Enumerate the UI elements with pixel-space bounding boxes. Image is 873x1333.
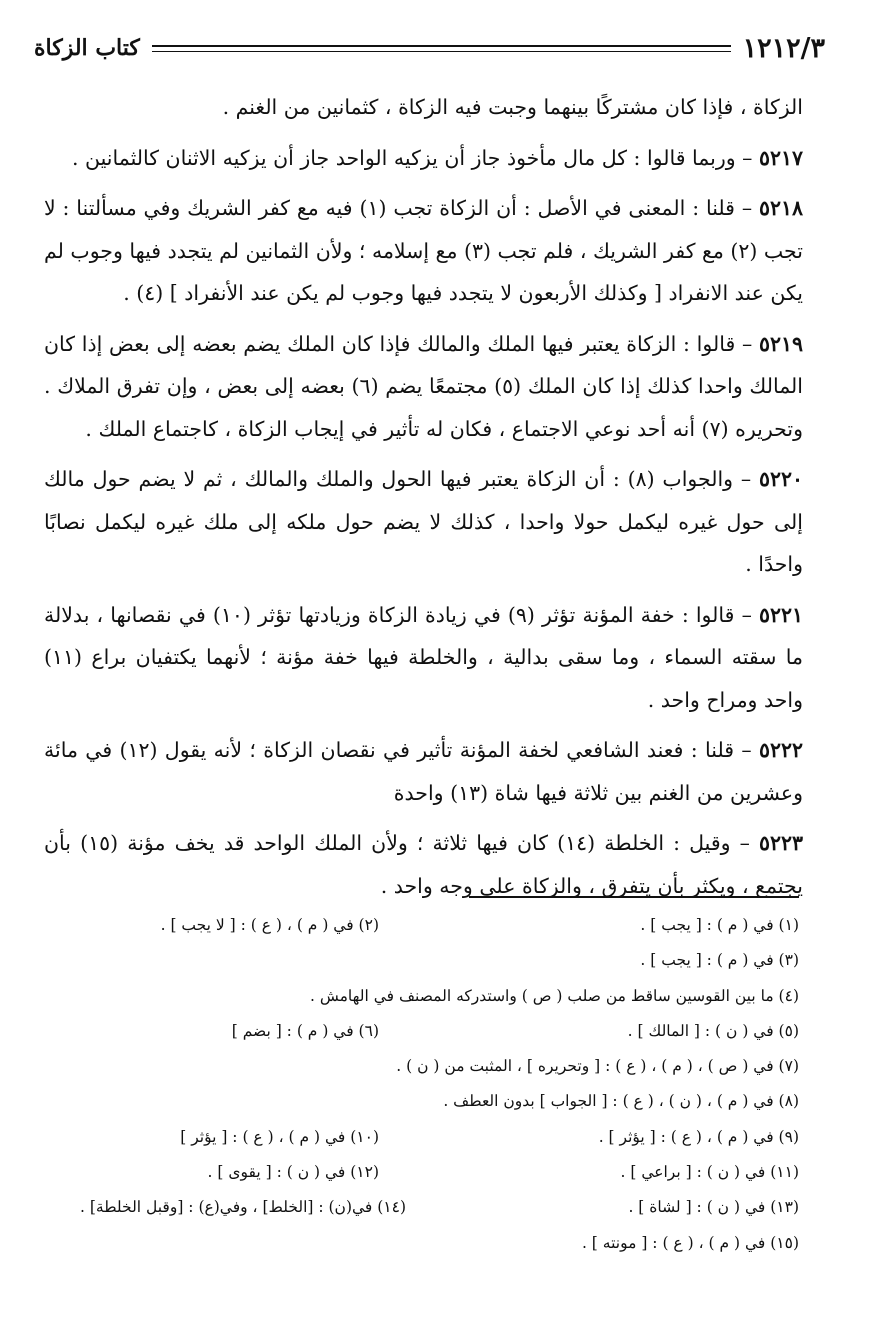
- footnote-row: [80, 1120, 799, 1155]
- footnote-row: [80, 943, 799, 978]
- paragraph: [44, 822, 803, 907]
- footnote: (٧) في ( ص ) ، ( م ) ، ( ع ) : [ وتحريره ] ، المثبت من ( ن ) .: [396, 1057, 799, 1076]
- paragraph-text: – وقيل : الخلطة (١٤) كان فيها ثلاثة ؛ ولأن الملك الواحد قد يخف مؤنة (١٥) بأن يجتمع ، ويكثر بأن يتفرق ، والزكاة على وجه واحد .: [44, 831, 803, 898]
- paragraph-text: الزكاة ، فإذا كان مشتركًا بينهما وجبت فيه الزكاة ، كثمانين من الغنم .: [222, 95, 803, 119]
- footnote: (١٤) في(ن) : [الخلط] ، وفي(ع) : [وقبل الخلطة] .: [80, 1198, 407, 1217]
- footnote: (١١) في ( ن ) : [ براعي ] .: [620, 1163, 799, 1182]
- footnote: (٢) في ( م ) ، ( ع ) : [ لا يجب ] .: [160, 916, 379, 934]
- running-header: [34, 28, 825, 68]
- paragraph: [44, 187, 803, 315]
- footnote: (٩) في ( م ) ، ( ع ) : [ يؤثر ] .: [598, 1127, 799, 1146]
- paragraph-text: – قلنا : فعند الشافعي لخفة المؤنة تأثير في نقصان الزكاة ؛ لأنه يقول (١٢) في مائة وعشرين من الغنم بين ثلاثة فيها شاة (١٣) واحدة: [44, 738, 803, 805]
- paragraph-number: ٥٢٢١: [758, 602, 803, 627]
- paragraph-text: – وربما قالوا : كل مال مأخوذ جاز أن يزكيه الواحد جاز أن يزكيه الاثنان كالثمانين .: [71, 145, 759, 170]
- paragraph: [44, 729, 803, 814]
- paragraph: [44, 594, 803, 722]
- paragraph-number: ٥٢١٧: [758, 145, 803, 170]
- paragraph-text: – قلنا : المعنى في الأصل : أن الزكاة تجب (١) فيه مع كفر الشريك وفي مسألتنا : لا تجب (٢) مع كفر الشريك ، فلم تجب (٣) مع إسلامه ؛ ولأن الثمانين لم يتجدد فيها وجوب لم يكن عند الانفراد [ وكذلك الأربعون لا يتجدد فيها وجوب لم يكن عند الأنفراد ] (٤) .: [44, 196, 803, 305]
- paragraph-text: – والجواب (٨) : أن الزكاة يعتبر فيها الحول والملك والمالك ، ثم لا يضم حول مالك إلى حول غيره ليكمل حولا واحدا ، كذلك لا يضم حول ملكه إلى ملك غيره ليكمل نصابًا واحدًا .: [44, 467, 803, 576]
- footnote-row: [80, 1226, 799, 1261]
- paragraph-number: ٥٢٢٣: [758, 831, 803, 855]
- footnote: (١) في ( م ) : [ يجب ] .: [640, 916, 799, 934]
- footnote-row: [80, 1190, 799, 1225]
- footnote: (٦) في ( م ) : [ بضم ]: [231, 1021, 379, 1040]
- paragraph-text: – قالوا : خفة المؤنة تؤثر (٩) في زيادة الزكاة وزيادتها تؤثر (١٠) في نقصانها ، بدلالة ما سقته السماء ، وما سقى بدالية ، والخلطة فيها خفة مؤنة ؛ لأنهما يكتفيان براع (١١) واحد ومراح واحد .: [44, 602, 803, 712]
- paragraph-number: ٥٢٢٠: [758, 467, 803, 491]
- footnote: (٥) في ( ن ) : [ المالك ] .: [627, 1021, 799, 1040]
- footnote: (١٥) في ( م ) ، ( ع ) : [ مونته ] .: [581, 1233, 799, 1252]
- paragraph: [44, 323, 803, 451]
- footnote: (١٣) في ( ن ) : [ لشاة ] .: [628, 1198, 799, 1217]
- footnote-row: [80, 1155, 799, 1190]
- footnote: (٨) في ( م ) ، ( ن ) ، ( ع ) : [ الجواب ] بدون العطف .: [443, 1092, 799, 1111]
- footnote: [80, 943, 379, 978]
- footnote: (٣) في ( م ) : [ يجب ] .: [640, 951, 799, 970]
- footnote: (١٢) في ( ن ) : [ يقوى ] .: [207, 1163, 379, 1182]
- footnote-row: [80, 979, 799, 1014]
- paragraph-number: ٥٢٢٢: [758, 738, 803, 762]
- paragraph: [44, 458, 803, 586]
- footnote: [80, 979, 310, 1014]
- footnote-separator: [469, 896, 799, 898]
- footnote-row: [80, 908, 799, 943]
- paragraph-number: ٥٢١٩: [758, 331, 803, 356]
- footnote-row: [80, 1014, 799, 1049]
- footnote: [80, 1226, 379, 1261]
- book-title: كتاب الزكاة: [34, 35, 140, 61]
- paragraph: [44, 137, 803, 180]
- footnote: [80, 1084, 443, 1119]
- footnotes: [80, 908, 799, 1261]
- footnote: [80, 1049, 396, 1084]
- footnote: (١٠) في ( م ) ، ( ع ) : [ يؤثر ]: [180, 1127, 379, 1146]
- header-rule: [152, 45, 731, 52]
- paragraph-text: – قالوا : الزكاة يعتبر فيها الملك والمالك فإذا كان الملك يضم بعضه إلى بعض إذا كان المالك واحدا كذلك إذا كان الملك (٥) مجتمعًا يضم (٦) بعضه إلى بعض ، وإن تفرق الملاك . وتحريره (٧) أنه أحد نوعي الاجتماع ، فكان له تأثير في إيجاب الزكاة ، كاجتماع الملك .: [44, 331, 803, 441]
- footnote: (٤) ما بين القوسين ساقط من صلب ( ص ) واستدركه المصنف في الهامش .: [310, 986, 799, 1005]
- page-folio: ١٢١٢/٣: [742, 32, 825, 64]
- paragraph-number: ٥٢١٨: [758, 196, 803, 220]
- footnote-row: [80, 1084, 799, 1119]
- main-text: [44, 86, 803, 907]
- paragraph: [44, 86, 803, 129]
- footnote-row: [80, 1049, 799, 1084]
